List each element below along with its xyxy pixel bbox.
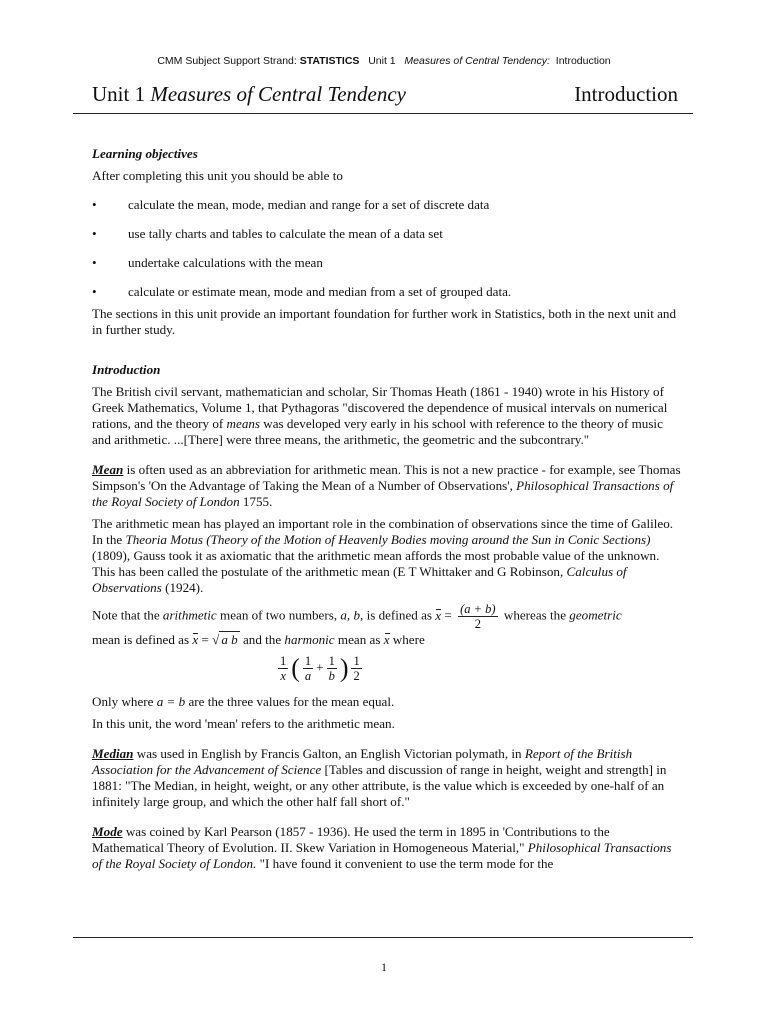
heath-text-b: was developed very early in his school with reference to the theory of music and arithmetic. ...[There] were three means, the arithmetic, the geometric and the subcontrary.": [92, 416, 663, 447]
heath-emphasis: means: [226, 416, 261, 431]
note-text-a: Note that the: [92, 607, 163, 623]
frac-den: b: [328, 669, 335, 683]
note-text-c: is defined as: [363, 607, 436, 623]
bullet-icon: •: [92, 226, 97, 241]
header-strand: STATISTICS: [299, 55, 360, 67]
learning-outro: The sections in this unit provide an important foundation for further work in Statistics, both in the next unit and in further study.: [92, 306, 677, 337]
mean-text-a: is often used as an abbreviation for arithmetic mean. This is not a new practice - for example, see Thomas Simpson's 'On the Advantage of Taking the Mean of a Number of Observations',: [92, 462, 681, 493]
mean-text-b: 1755.: [239, 494, 273, 509]
mode-text-b: "I have found it convenient to use the term mode for the: [259, 856, 554, 871]
geometric-mean-formula: √ a b: [212, 632, 238, 647]
note-harmonic: harmonic: [284, 632, 335, 647]
frac-den: x: [280, 669, 286, 683]
galileo-text-c: (1924).: [161, 580, 204, 595]
page-number: 1: [381, 960, 387, 974]
frac-one-half: [351, 654, 361, 683]
list-item-text: undertake calculations with the mean: [128, 255, 323, 270]
frac-den: a: [304, 669, 312, 683]
equal-means-line: [92, 694, 682, 710]
header-divider: [73, 113, 693, 114]
footer-divider: [73, 937, 693, 938]
galileo-text-b: (1809), Gauss took it as axiomatic that the arithmetic mean affords the most probable value of the unknown. This has been called the postulate of the arithmetic mean (E T Whittaker and G Robinson,: [92, 548, 660, 579]
equal-text-a: Only where: [92, 694, 157, 709]
title-left: [92, 82, 406, 107]
header-topic: Measures of Central Tendency:: [404, 55, 550, 67]
arithmetic-mean-formula: [458, 602, 498, 631]
running-header: [0, 55, 768, 67]
list-item-text: calculate or estimate mean, mode and median from a set of grouped data.: [128, 284, 512, 299]
frac-num: 1: [328, 654, 335, 668]
mode-term: Mode: [92, 824, 123, 839]
galileo-emphasis-2: Calculus of Observations: [92, 564, 627, 595]
xbar-symbol: x: [192, 632, 199, 647]
heath-text-a: The British civil servant, mathematician and scholar, Sir Thomas Heath (1861 - 1940) wrote in his History of Greek Mathematics, Volume 1, that Pythagoras "discovered the dependence of musical intervals on numerical rations, and the theory of: [92, 384, 668, 431]
frac-num: 1: [304, 654, 312, 668]
list-item-text: use tally charts and tables to calculate the mean of a data set: [128, 226, 443, 241]
frac-one-over-b: [327, 654, 337, 683]
harmonic-expression: [275, 654, 365, 683]
plus-sign: +: [316, 659, 324, 675]
equals-sign: =: [444, 607, 452, 623]
mean-paragraph: [92, 462, 682, 510]
arith-denominator: 2: [474, 617, 481, 631]
left-paren-icon: (: [291, 653, 300, 683]
frac-num: 1: [280, 654, 287, 668]
mode-paragraph: [92, 824, 682, 872]
median-text-a: was used in English by Francis Galton, an English Victorian polymath, in: [133, 746, 525, 761]
note-text-f: and the: [242, 632, 285, 647]
median-text-b: [Tables and discussion of range in height, weight and strength] in 1881: "The Median, in height, weight, or any other attribute, is the value which is exceeded by one-half of an infinitely large group, and which the other half fall short of.": [92, 762, 667, 809]
xbar-symbol: x: [383, 632, 390, 647]
frac-one-over-x: [278, 654, 288, 683]
list-item: [92, 226, 682, 242]
xbar-symbol: x: [435, 607, 442, 623]
median-paragraph: [92, 746, 682, 810]
note-vars: a, b,: [340, 607, 364, 623]
list-item: [92, 284, 682, 300]
header-prefix: CMM Subject Support Strand:: [157, 55, 297, 67]
list-item: [92, 255, 682, 271]
mode-text-a: was coined by Karl Pearson (1857 - 1936). He used the term in 1895 in 'Contributions to the Mathematical Theory of Evolution. II. Skew Variation in Homogeneous Material,": [92, 824, 610, 855]
note-text-g: mean as: [334, 632, 384, 647]
right-paren-icon: ): [339, 653, 349, 683]
introduction-heading: Introduction: [92, 362, 161, 377]
note-text-b: mean of two numbers,: [216, 607, 341, 623]
equal-text-b: are the three values for the mean equal.: [185, 694, 395, 709]
galileo-paragraph: [92, 516, 682, 596]
word-mean-line: In this unit, the word 'mean' refers to the arithmetic mean.: [92, 716, 395, 731]
learning-objectives-heading: Learning objectives: [92, 146, 198, 161]
bullet-icon: •: [92, 197, 97, 212]
means-note-paragraph: [92, 602, 682, 648]
median-term: Median: [92, 746, 134, 761]
header-unit: Unit 1: [368, 55, 396, 67]
equal-math: a = b: [156, 694, 186, 709]
mean-term: Mean: [92, 462, 124, 477]
frac-den: 2: [353, 669, 360, 683]
document-body: [92, 146, 682, 872]
galileo-text-a: The arithmetic mean has played an important role in the combination of observations since the time of Galileo. In the: [92, 516, 674, 547]
objectives-list: [92, 197, 682, 300]
learning-intro: After completing this unit you should be able to: [92, 168, 343, 183]
frac-one-over-a: [303, 654, 313, 683]
mean-emphasis: Philosophical Transactions of the Royal Society of London: [92, 478, 674, 509]
note-arithmetic: arithmetic: [162, 607, 217, 623]
equals-sign: =: [201, 632, 209, 647]
arith-numerator: (a + b): [460, 602, 496, 616]
median-emphasis: Report of the British Association for the Advancement of Science: [92, 746, 633, 777]
note-text-h: where: [389, 632, 425, 647]
heath-paragraph: [92, 384, 682, 448]
note-text-e: mean is defined as: [92, 632, 193, 647]
page-title: [92, 82, 678, 112]
title-unit: Unit 1: [92, 82, 146, 106]
galileo-emphasis-1: Theoria Motus (Theory of the Motion of Heavenly Bodies moving around the Sun in Conic Sections): [125, 532, 651, 547]
bullet-icon: •: [92, 284, 97, 299]
harmonic-mean-formula: [92, 652, 682, 692]
title-topic: Measures of Central Tendency: [150, 82, 407, 106]
frac-num: 1: [353, 654, 360, 668]
mode-emphasis: Philosophical Transactions of the Royal Society of London.: [92, 840, 672, 871]
geo-radicand: a b: [221, 632, 238, 647]
title-section: Introduction: [574, 82, 678, 106]
list-item: [92, 197, 682, 213]
note-geometric: geometric: [569, 607, 622, 623]
header-section: Introduction: [555, 55, 611, 67]
note-text-d: whereas the: [503, 607, 570, 623]
bullet-icon: •: [92, 255, 97, 270]
list-item-text: calculate the mean, mode, median and range for a set of discrete data: [128, 197, 490, 212]
